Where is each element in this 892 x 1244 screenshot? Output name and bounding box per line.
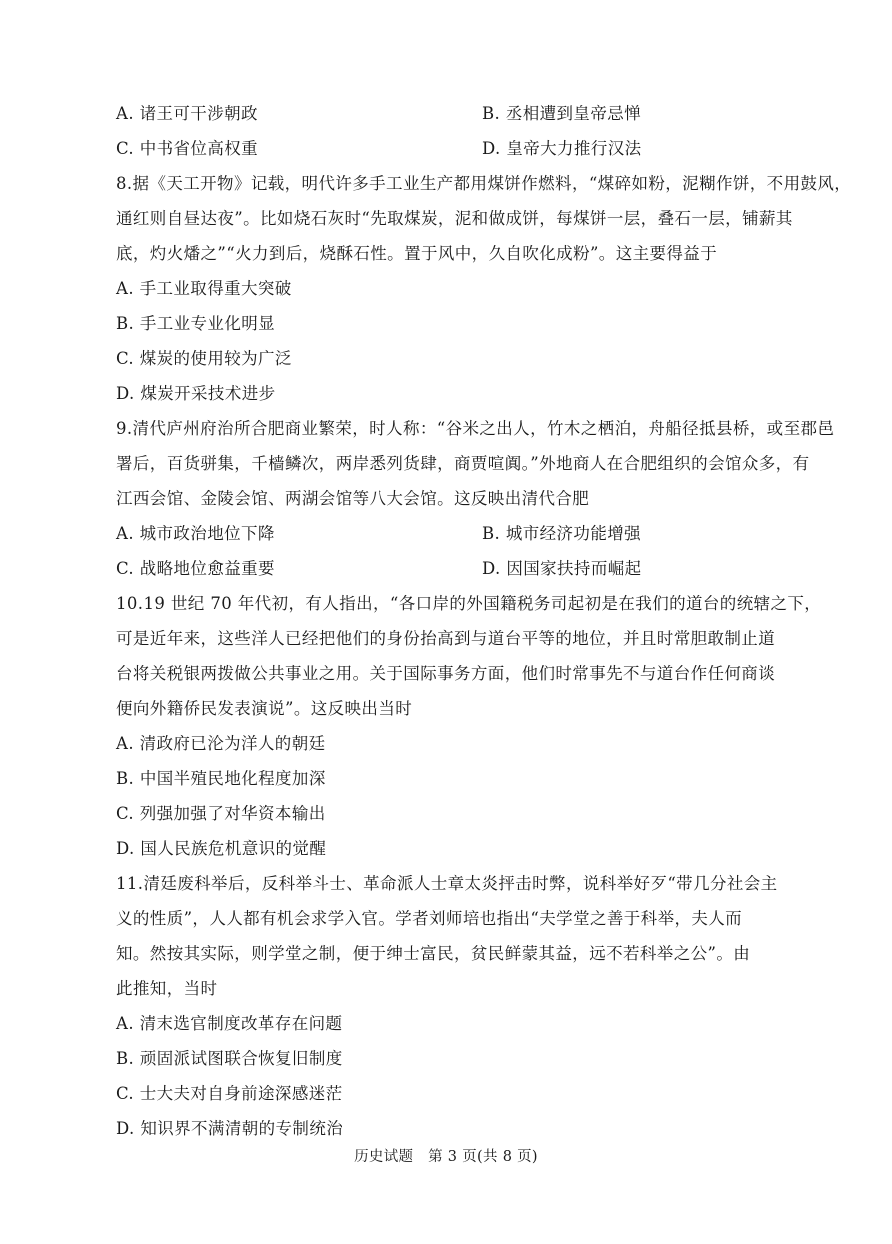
q9-stem-line-3: 江西会馆、金陵会馆、两湖会馆等八大会馆。这反映出清代合肥 — [116, 489, 590, 508]
q8-option-c: C. 煤炭的使用较为广泛 — [116, 349, 292, 368]
q10-option-d: D. 国人民族危机意识的觉醒 — [116, 839, 327, 858]
q7-option-d: D. 皇帝大力推行汉法 — [482, 139, 642, 158]
q10-stem-line-1: 10.19 世纪 70 年代初，有人指出，“各口岸的外国籍税务司起初是在我们的道台的统辖之下， — [116, 594, 822, 613]
q9-option-c: C. 战略地位愈益重要 — [116, 559, 275, 578]
q9-stem-line-1: 9.清代庐州府治所合肥商业繁荣，时人称：“谷米之出人，竹木之栖泊，舟船径抵县桥，或至郡邑 — [116, 419, 835, 438]
q9-stem-line-2: 署后，百货骈集，千樯鳞次，两岸悉列货肆，商贾喧阗。”外地商人在合肥组织的会馆众多，有 — [116, 454, 810, 473]
q7-option-b: B. 丞相遭到皇帝忌惮 — [482, 104, 642, 123]
q10-stem-line-3: 台将关税银两拨做公共事业之用。关于国际事务方面，他们时常事先不与道台作任何商谈 — [116, 664, 776, 683]
q9-option-d: D. 因国家扶持而崛起 — [482, 559, 642, 578]
q11-stem-line-2: 义的性质”，人人都有机会求学入官。学者刘师培也指出“夫学堂之善于科举，夫人而 — [116, 909, 743, 928]
q10-stem-line-4: 便向外籍侨民发表演说”。这反映出当时 — [116, 699, 413, 718]
q10-stem-line-2: 可是近年来，这些洋人已经把他们的身份抬高到与道台平等的地位，并且时常胆敢制止道 — [116, 629, 776, 648]
q10-option-a: A. 清政府已沦为洋人的朝廷 — [116, 734, 326, 753]
q9-option-b: B. 城市经济功能增强 — [482, 524, 642, 543]
q8-option-a: A. 手工业取得重大突破 — [116, 279, 292, 298]
q8-stem-line-3: 底，灼火燔之”“火力到后，烧酥石性。置于风中，久自吹化成粉”。这主要得益于 — [116, 244, 718, 263]
q11-option-b: B. 顽固派试图联合恢复旧制度 — [116, 1049, 343, 1068]
q11-option-d: D. 知识界不满清朝的专制统治 — [116, 1119, 344, 1138]
q11-option-c: C. 士大夫对自身前途深感迷茫 — [116, 1084, 343, 1103]
q9-option-a: A. 城市政治地位下降 — [116, 524, 275, 543]
q10-option-c: C. 列强加强了对华资本输出 — [116, 804, 326, 823]
q11-stem-line-1: 11.清廷废科举后，反科举斗士、革命派人士章太炎抨击时弊，说科举好歹“带几分社会主 — [116, 874, 778, 893]
q7-option-c: C. 中书省位高权重 — [116, 139, 259, 158]
q8-option-d: D. 煤炭开采技术进步 — [116, 384, 276, 403]
q8-stem-line-2: 通红则自昼达夜”。比如烧石灰时“先取煤炭，泥和做成饼，每煤饼一层，叠石一层，铺薪其 — [116, 209, 793, 228]
q8-stem-line-1: 8.据《天工开物》记载，明代许多手工业生产都用煤饼作燃料，“煤碎如粉，泥糊作饼，不用鼓风， — [116, 174, 852, 193]
q8-option-b: B. 手工业专业化明显 — [116, 314, 276, 333]
q11-option-a: A. 清末选官制度改革存在问题 — [116, 1014, 343, 1033]
page-footer: 历史试题 第 3 页(共 8 页) — [354, 1149, 538, 1165]
q11-stem-line-4: 此推知，当时 — [116, 979, 218, 998]
q7-option-a: A. 诸王可干涉朝政 — [116, 104, 258, 123]
q10-option-b: B. 中国半殖民地化程度加深 — [116, 769, 326, 788]
q11-stem-line-3: 知。然按其实际，则学堂之制，便于绅士富民，贫民鲜蒙其益，远不若科举之公”。由 — [116, 944, 751, 963]
